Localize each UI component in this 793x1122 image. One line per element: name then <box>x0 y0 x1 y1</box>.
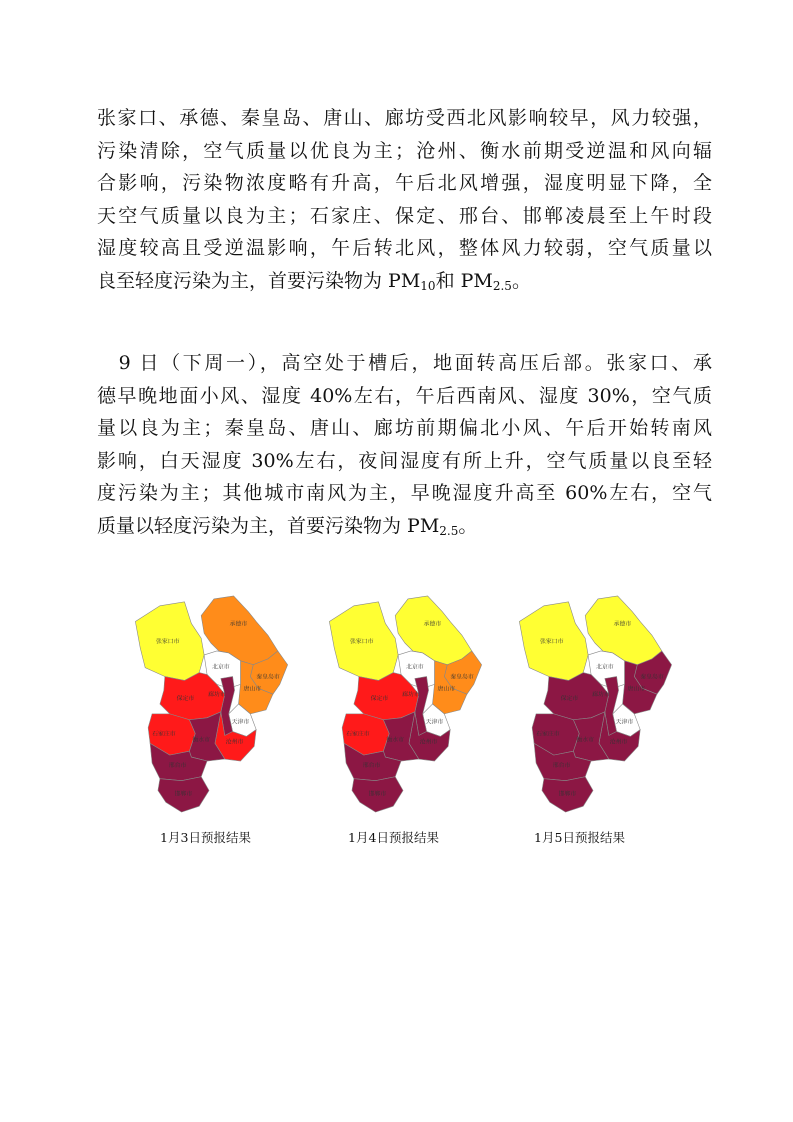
city-label-cz: 沧州市 <box>225 739 244 746</box>
paragraph-last-line <box>97 265 712 303</box>
city-label-zjk: 张家口市 <box>350 639 374 646</box>
city-label-cd: 承德市 <box>613 621 632 628</box>
city-label-hd: 邯郸市 <box>174 791 193 798</box>
city-label-qhd: 秦皇岛市 <box>450 674 474 681</box>
city-label-ts: 唐山市 <box>243 686 262 693</box>
city-label-zjk: 张家口市 <box>540 639 564 646</box>
city-label-cz: 沧州市 <box>419 739 438 746</box>
city-label-bd: 保定市 <box>176 696 195 703</box>
paragraph-line: 9 日（下周一），高空处于槽后，地面转高压后部。张家口、承 <box>97 352 712 374</box>
paragraph-line: 度污染为主；其他城市南风为主，早晚湿度升高至 60%左右，空气 <box>97 482 712 504</box>
text-run: 。 <box>511 269 531 292</box>
forecast-map-jan4 <box>312 594 499 818</box>
subscript: 2.5 <box>439 523 459 538</box>
forecast-map-jan5 <box>502 594 689 818</box>
paragraph-line: 湿度较高且受逆温影响，午后转北风，整体风力较弱，空气质量以 <box>97 237 712 259</box>
forecast-map-jan3 <box>118 594 305 818</box>
city-label-hs: 衡水市 <box>386 737 405 744</box>
city-label-cd: 承德市 <box>229 621 248 628</box>
city-label-bj: 北京市 <box>212 664 230 671</box>
province-map <box>118 594 305 818</box>
city-label-sjz: 石家庄市 <box>152 731 176 738</box>
city-label-cz: 沧州市 <box>609 739 628 746</box>
text-run: 和 PM <box>435 269 493 292</box>
city-label-bd: 保定市 <box>560 696 579 703</box>
paragraph-line: 天空气质量以良为主；石家庄、保定、邢台、邯郸凌晨至上午时段 <box>97 204 712 227</box>
paragraph-line: 污染清除，空气质量以优良为主；沧州、衡水前期受逆温和风向辐 <box>97 139 712 162</box>
city-label-bd: 保定市 <box>370 696 389 703</box>
paragraph-line: 影响，白天湿度 30%左右，夜间湿度有所上升，空气质量以良至轻 <box>97 449 712 472</box>
city-label-qhd: 秦皇岛市 <box>256 674 280 681</box>
city-label-tj: 天津市 <box>231 719 250 726</box>
map-caption-jan3: 1月3日预报结果 <box>160 830 251 845</box>
paragraph-line: 量以良为主；秦皇岛、唐山、廊坊前期偏北小风、午后开始转南风 <box>97 417 712 439</box>
city-label-tj: 天津市 <box>615 719 634 726</box>
text-run: 。 <box>458 514 478 537</box>
city-label-hd: 邯郸市 <box>558 791 577 798</box>
city-label-lf: 廊坊市 <box>592 692 610 699</box>
province-map <box>312 594 499 818</box>
paragraph-line: 德早晚地面小风、湿度 40%左右，午后西南风、湿度 30%，空气质 <box>97 384 712 407</box>
city-label-ts: 唐山市 <box>437 686 456 693</box>
paragraph-2 <box>97 347 712 547</box>
city-label-lf: 廊坊市 <box>402 692 420 699</box>
paragraph-line: 合影响，污染物浓度略有升高，午后北风增强，湿度明显下降，全 <box>97 172 712 194</box>
city-label-xt: 邢台市 <box>168 762 187 769</box>
text-run: 质量以轻度污染为主，首要污染物为 PM <box>97 514 440 537</box>
city-label-zjk: 张家口市 <box>156 639 180 646</box>
city-label-lf: 廊坊市 <box>208 692 226 699</box>
text-run: 良至轻度污染为主，首要污染物为 PM <box>97 269 421 292</box>
paragraph-last-line <box>97 510 712 548</box>
map-caption-jan5: 1月5日预报结果 <box>534 830 625 845</box>
paragraph-1 <box>97 102 712 302</box>
city-label-xt: 邢台市 <box>552 762 571 769</box>
subscript: 10 <box>420 278 436 293</box>
province-map <box>502 594 689 818</box>
city-label-qhd: 秦皇岛市 <box>640 674 664 681</box>
city-label-hs: 衡水市 <box>192 737 211 744</box>
city-label-cd: 承德市 <box>423 621 442 628</box>
city-label-ts: 唐山市 <box>627 686 646 693</box>
city-label-bj: 北京市 <box>406 664 424 671</box>
city-label-bj: 北京市 <box>596 664 614 671</box>
city-label-sjz: 石家庄市 <box>536 731 560 738</box>
subscript: 2.5 <box>492 278 512 293</box>
paragraph-line: 张家口、承德、秦皇岛、唐山、廊坊受西北风影响较早，风力较强， <box>97 107 712 129</box>
map-caption-jan4: 1月4日预报结果 <box>348 830 439 845</box>
city-label-xt: 邢台市 <box>362 762 381 769</box>
city-label-tj: 天津市 <box>425 719 444 726</box>
city-label-hs: 衡水市 <box>576 737 595 744</box>
city-label-hd: 邯郸市 <box>368 791 387 798</box>
city-label-sjz: 石家庄市 <box>346 731 370 738</box>
